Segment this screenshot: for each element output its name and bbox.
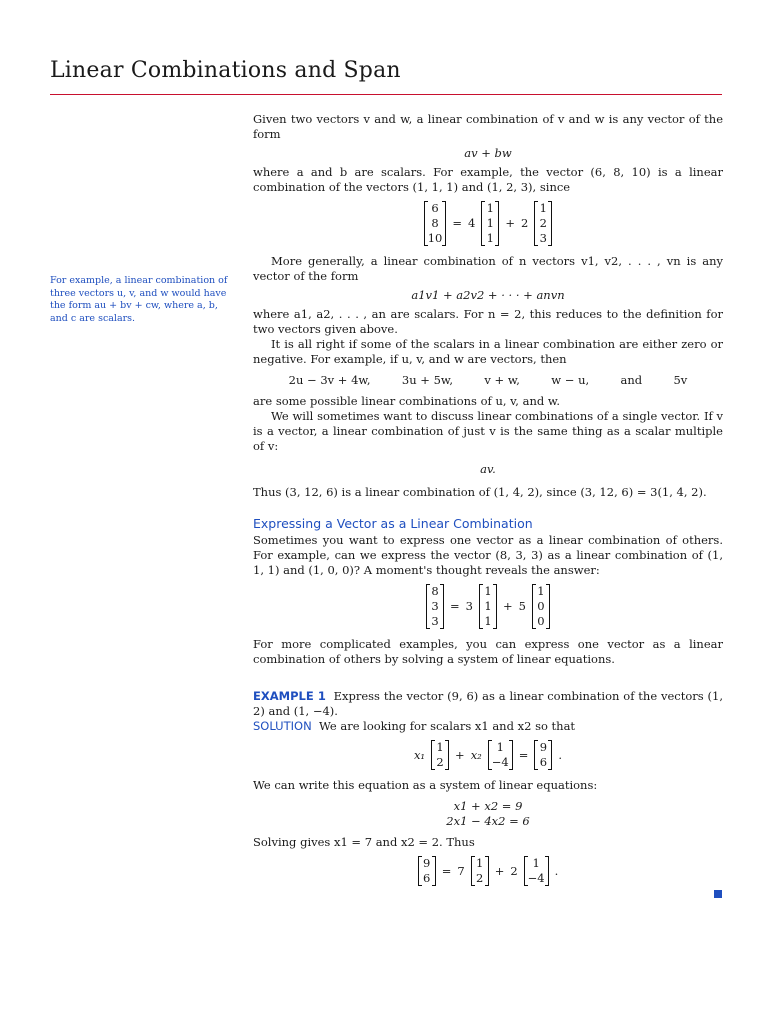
paragraph-general: More generally, a linear combination of n vectors v1, v2, . . . , vn is any vector of the form: [253, 254, 723, 283]
paragraph-intro: Given two vectors v and w, a linear combination of v and w is any vector of the form: [253, 112, 723, 141]
example-label: EXAMPLE 1: [253, 689, 326, 703]
matrix-equation-4: 9 6 = 7 1 2 + 2 1 −4 .: [253, 856, 723, 886]
matrix-vector: 1 −4: [524, 856, 549, 886]
paragraph-thus: Thus (3, 12, 6) is a linear combination of (1, 4, 2), since (3, 12, 6) = 3(1, 4, 2).: [253, 485, 707, 499]
paragraph-single: We will sometimes want to discuss linear combinations of a single vector. If v is a vector, a linear combination of just v is the same thing as a scalar multiple of v:: [253, 409, 723, 453]
matrix-vector: 9 6: [418, 856, 436, 886]
solution-label: SOLUTION: [253, 719, 312, 733]
section-heading: Expressing a Vector as a Linear Combination: [253, 516, 533, 531]
matrix-vector: 1 0 0: [532, 584, 550, 629]
paragraph-solving: Solving gives x1 = 7 and x2 = 2. Thus: [253, 835, 475, 849]
paragraph-scalars: where a1, a2, . . . , an are scalars. For n = 2, this reduces to the definition for two vectors given above.: [253, 307, 723, 336]
matrix-vector: 1 2: [471, 856, 489, 886]
paragraph-negative: It is all right if some of the scalars in a linear combination are either zero or negative. For example, if u, v, and w are vectors, then: [253, 337, 723, 366]
side-note: For example, a linear combination of three vectors u, v, and w would have the form au + bv + cw, where a, b, and c are scalars.: [50, 275, 228, 324]
equation-av: av.: [480, 462, 496, 476]
paragraph-complicated: For more complicated examples, you can express one vector as a linear combination of others by solving a system of linear equations.: [253, 637, 723, 666]
linear-system: x1 + x2 = 9 2x1 − 4x2 = 6: [446, 799, 530, 828]
matrix-vector: 9 6: [534, 740, 552, 770]
matrix-vector: 6 8 10: [424, 201, 447, 246]
matrix-vector: 1 1 1: [481, 201, 499, 246]
example-paragraph: [253, 689, 723, 719]
matrix-equation-3: x₁ 1 2 + x₂ 1 −4 = 9 6 .: [413, 740, 563, 769]
equation-general: a1v1 + a2v2 + · · · + anvn: [411, 288, 565, 302]
example-text: Express the vector (9, 6) as a linear combination of the vectors (1, 2) and (1, −4).: [253, 689, 724, 718]
paragraph-system: We can write this equation as a system of linear equations:: [253, 778, 598, 792]
matrix-vector: 1 2 3: [534, 201, 552, 246]
matrix-vector: 8 3 3: [426, 584, 444, 629]
combination-list: 2u − 3v + 4w, 3u + 5w, v + w, w − u, and 5v: [288, 373, 688, 387]
matrix-vector: 1 −4: [488, 740, 513, 770]
solution-paragraph: [253, 719, 723, 734]
end-of-proof-icon: [714, 890, 722, 898]
paragraph-possible: are some possible linear combinations of u, v, and w.: [253, 394, 561, 408]
main-content: [253, 112, 723, 894]
page-title: Linear Combinations and Span: [50, 58, 401, 83]
solution-text: We are looking for scalars x1 and x2 so that: [319, 719, 576, 733]
paragraph-example: where a and b are scalars. For example, the vector (6, 8, 10) is a linear combination of the vectors (1, 1, 1) and (1, 2, 3), since: [253, 165, 723, 194]
matrix-equation-1: 6 8 10 = 4 1 1 1 + 2 1 2 3: [253, 201, 723, 246]
matrix-vector: 1 2: [431, 740, 449, 770]
paragraph-sometimes: Sometimes you want to express one vector as a linear combination of others. For example, can we express the vector (8, 3, 3) as a linear combination of (1, 1, 1) and (1, 0, 0)? A moment's thought reveals the answer:: [253, 533, 723, 577]
matrix-equation-2: 8 3 3 = 3 1 1 1 + 5 1 0 0: [253, 584, 723, 629]
equation-av-bw: av + bw: [464, 146, 512, 160]
matrix-vector: 1 1 1: [479, 584, 497, 629]
title-rule: [50, 94, 722, 95]
